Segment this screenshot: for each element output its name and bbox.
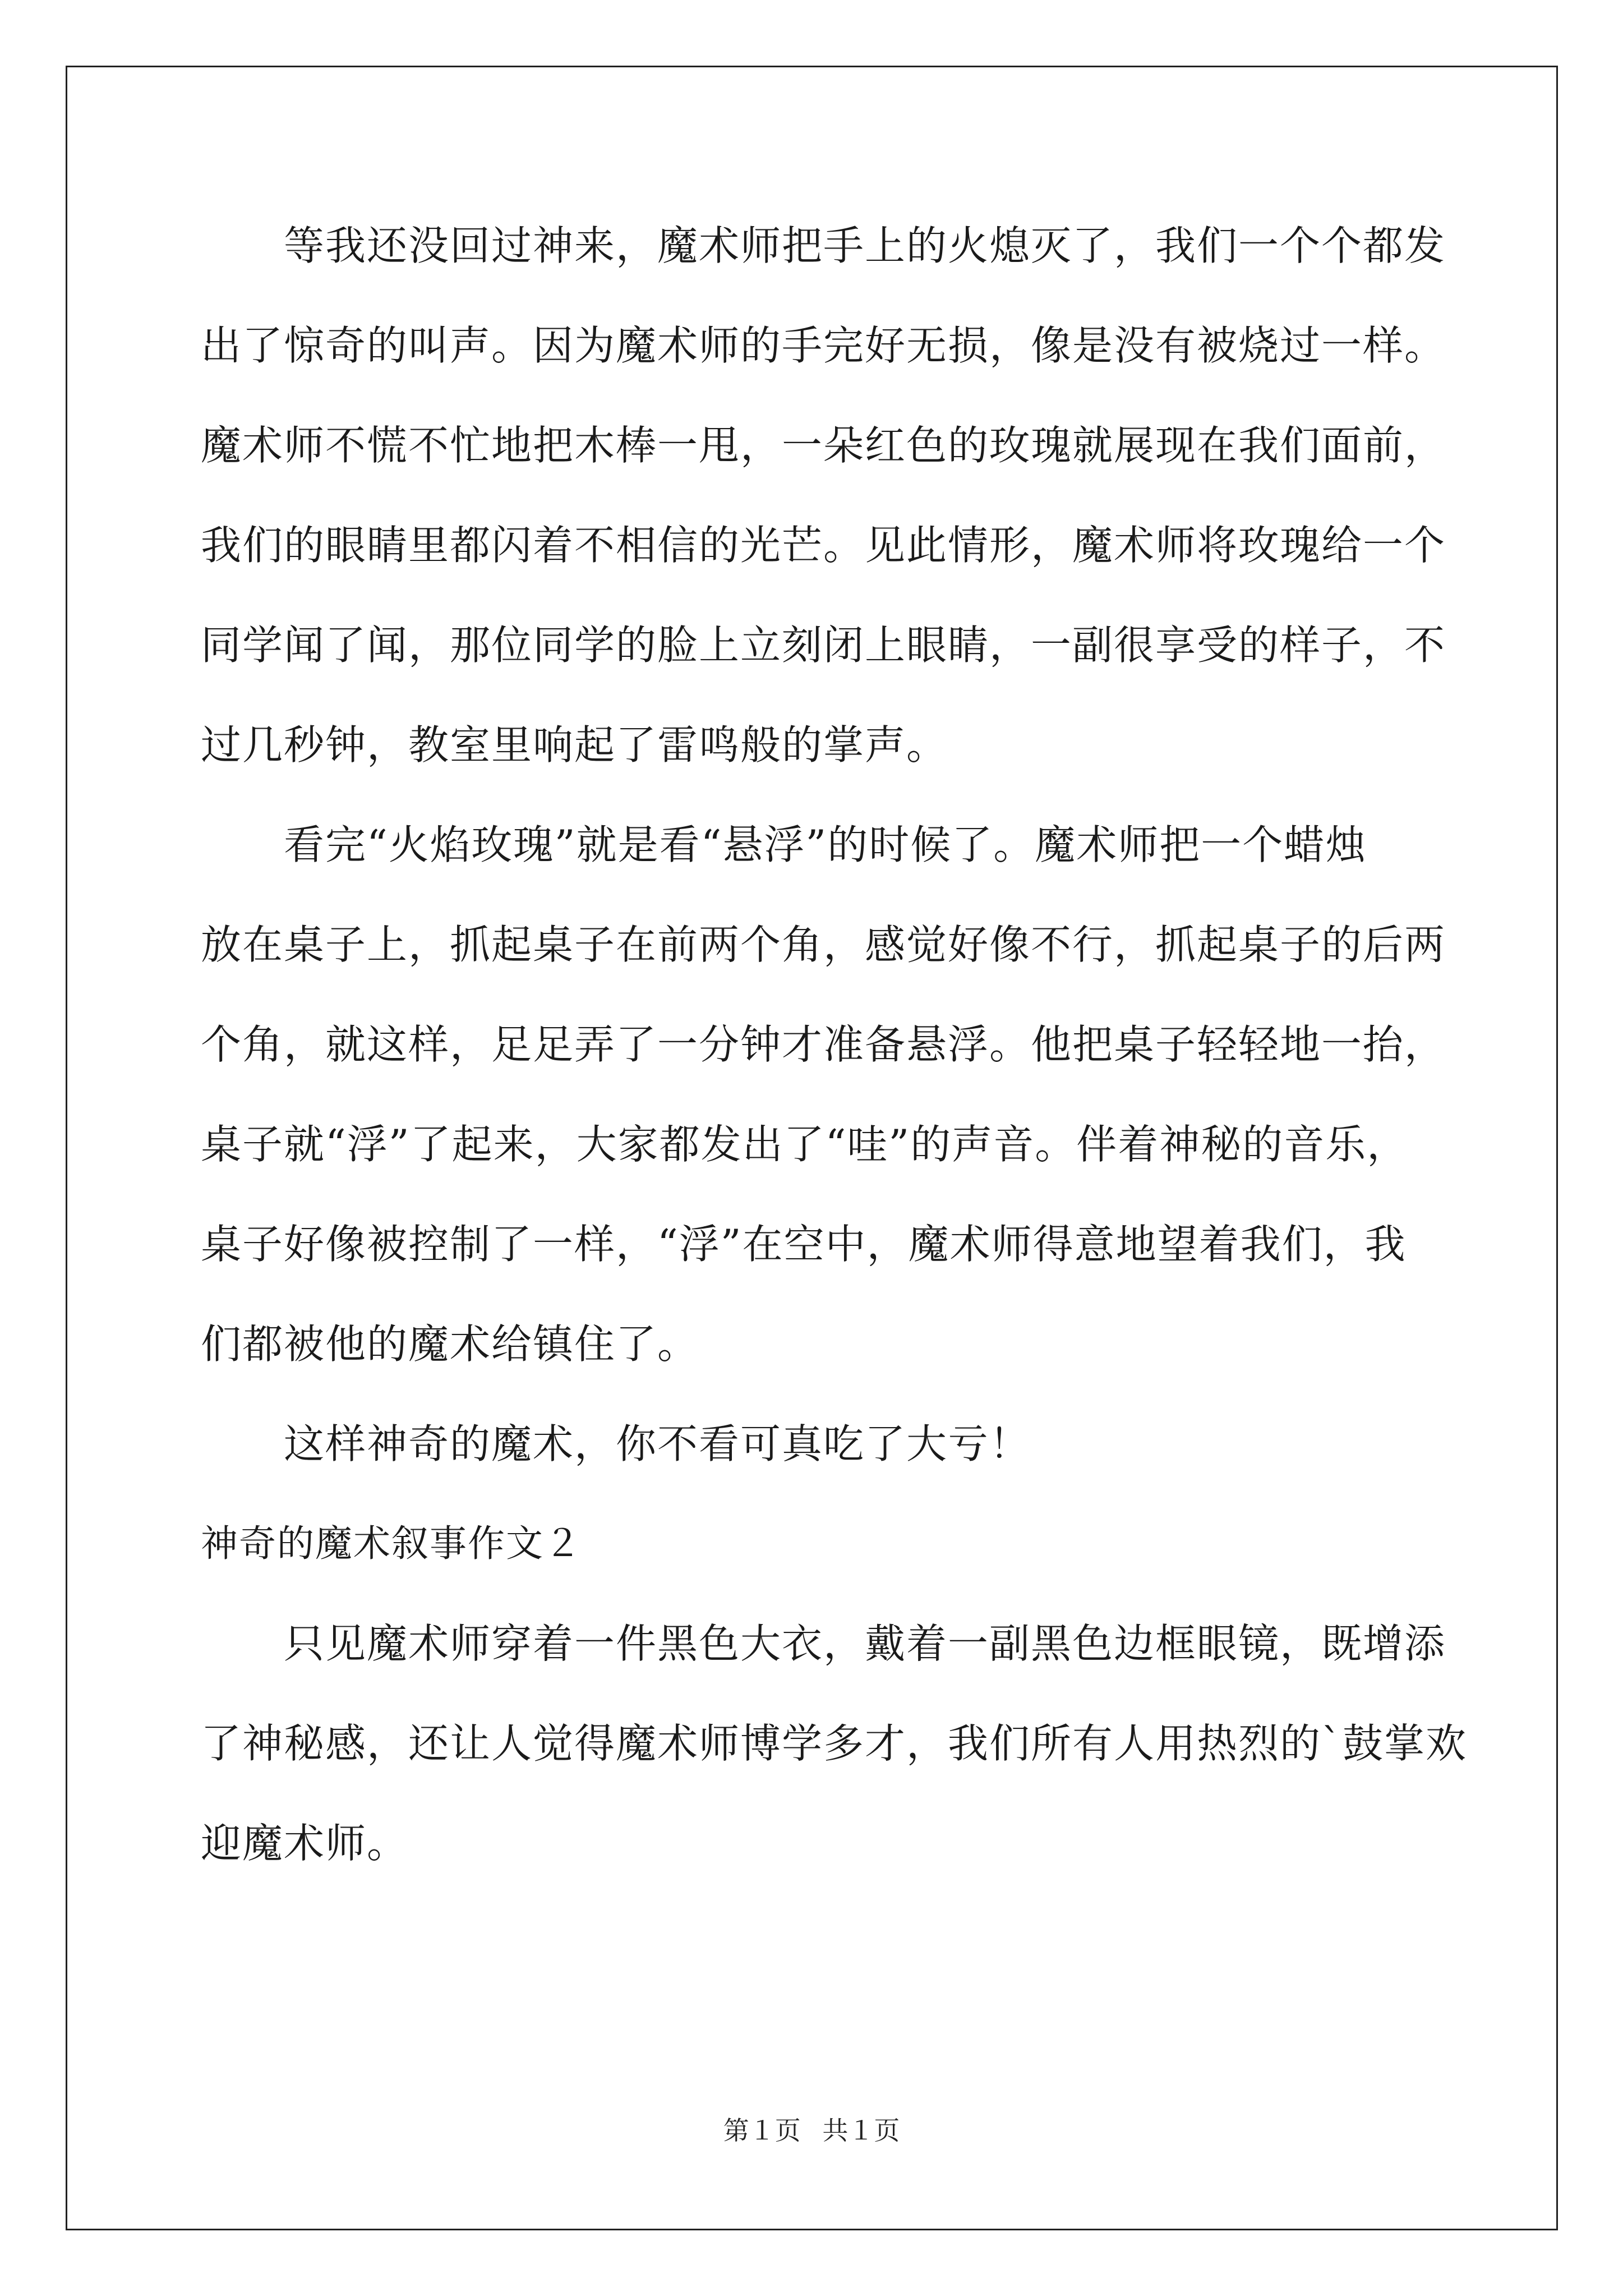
page-total: 共１页 (822, 2115, 900, 2146)
paragraph-line: 迎魔术师。 (201, 1820, 409, 1867)
page-number: 第１页 (723, 2115, 801, 2146)
paragraph-line: 等我还没回过神来，魔术师把手上的火熄灭了，我们一个个都发 (284, 222, 1446, 269)
paragraph-line: 出了惊奇的叫声。因为魔术师的手完好无损，像是没有被烧过一样。 (201, 322, 1446, 369)
section-heading: 神奇的魔术叙事作文２ (201, 1522, 582, 1565)
paragraph-line: 魔术师不慌不忙地把木棒一甩，一朵红色的玫瑰就展现在我们面前， (201, 422, 1446, 469)
paragraph-line: 只见魔术师穿着一件黑色大衣，戴着一副黑色边框眼镜，既增添 (284, 1620, 1446, 1667)
paragraph-line: 我们的眼睛里都闪着不相信的光芒。见此情形，魔术师将玫瑰给一个 (201, 522, 1446, 569)
paragraph-line: 过几秒钟，教室里响起了雷鸣般的掌声。 (201, 721, 948, 769)
paragraph-line: 放在桌子上，抓起桌子在前两个角，感觉好像不行，抓起桌子的后两 (201, 921, 1446, 968)
page-footer (0, 2114, 1623, 2147)
paragraph-line: 看完“火焰玫瑰”就是看“悬浮”的时候了。魔术师把一个蜡烛 (284, 821, 1367, 868)
paragraph-line: 桌子就“浮”了起来，大家都发出了“哇”的声音。伴着神秘的音乐， (201, 1121, 1409, 1168)
paragraph-line: 同学闻了闻，那位同学的脸上立刻闭上眼睛，一副很享受的样子，不 (201, 622, 1446, 669)
paragraph-line: 们都被他的魔术给镇住了。 (201, 1320, 699, 1368)
paragraph-line: 这样神奇的魔术，你不看可真吃了大亏！ (284, 1420, 1031, 1467)
paragraph-line: 个角，就这样，足足弄了一分钟才准备悬浮。他把桌子轻轻地一抬， (201, 1021, 1446, 1068)
paragraph-line: 桌子好像被控制了一样，“浮”在空中，魔术师得意地望着我们，我 (201, 1221, 1407, 1268)
paragraph-line: 了神秘感，还让人觉得魔术师博学多才，我们所有人用热烈的`鼓掌欢 (201, 1720, 1468, 1767)
